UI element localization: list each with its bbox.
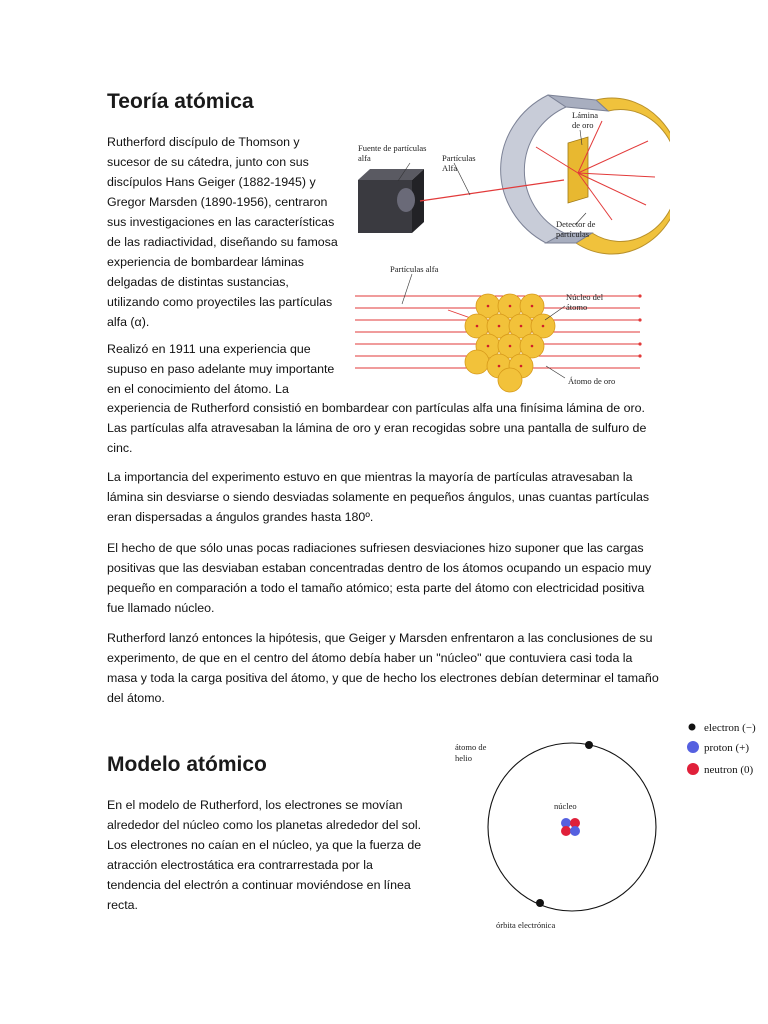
legend-proton-icon (687, 741, 699, 753)
alpha-leader (402, 274, 412, 304)
label-detector-2: partículas (556, 229, 590, 239)
label-particles-2: Alfa (442, 163, 458, 173)
label-orbit: órbita electrónica (496, 920, 556, 930)
label-nucleus-1: Núcleo del (566, 292, 604, 302)
legend-neutron-icon (687, 763, 699, 775)
electron-dot-2 (536, 899, 544, 907)
label-foil-1: Lámina (572, 110, 598, 120)
model-paragraph: En el modelo de Rutherford, los electrones se movían alrededor del núcleo como los planetas alrededor del sol. Los electrones no caían en el núcleo, ya que la fuerza de atracción electrostática era contrarrestada por la tendencia del electrón a continuar moviéndose en línea recta. (107, 798, 422, 912)
label-particles-1: Partículas (442, 153, 476, 163)
source-aperture (397, 188, 415, 212)
legend-proton: proton (+) (704, 742, 749, 754)
beam-ends (638, 294, 641, 357)
experiment-figure (350, 85, 670, 260)
label-source-1: Fuente de partículas (358, 143, 427, 153)
nucleus-paragraph: El hecho de que sólo unas pocas radiaciones sufriesen desviaciones hizo suponer que las cargas positivas que las desviaban estaban concentradas dentro de los átomos ocupando un espacio muy pequeño en comparación a todo el tamaño atómico; esta parte del átomo con electricidad positiva fue llamado núcleo. (107, 541, 652, 615)
label-foil-2: de oro (572, 120, 594, 130)
label-gold-atom: Átomo de oro (568, 376, 616, 386)
gold-atoms (465, 294, 555, 392)
legend-neutron: neutron (0) (704, 764, 754, 776)
helium-nucleus (561, 818, 580, 836)
helium-atom-figure (420, 715, 765, 937)
label-detector-1: Detector de (556, 219, 596, 229)
importance-paragraph: La importancia del experimento estuvo en que mientras la mayoría de partículas atravesaban la lámina sin desviarse o siendo desviadas solamente en pequeños ángulos, unas cuantas partículas eran dispersadas a ángulos grandes hasta 180º. (107, 470, 650, 524)
legend-electron-icon (689, 724, 696, 731)
label-nucleus-2: átomo (566, 302, 588, 312)
hypothesis-paragraph: Rutherford lanzó entonces la hipótesis, que Geiger y Marsden enfrentaron a las conclusiones de su experimento, de que en el centro del átomo debía haber un "núcleo" que contuviera casi toda la masa y toda la carga positiva del átomo, y que de hecho los electrones debían determinar el tamaño del átomo. (107, 631, 659, 705)
page-title: Teoría atómica (107, 90, 254, 113)
label-atom-1: átomo de (455, 742, 487, 752)
label-nucleus: núcleo (554, 801, 577, 811)
intro-paragraph: Rutherford discípulo de Thomson y sucesor de su cátedra, junto con sus discípulos Hans Geiger (1882-1945) y Gregor Marsden (1890-1956), centraron sus investigaciones en las características de las radiactividad, diseñando su famosa experiencia de bombardear láminas delgadas de distintas sustancias, utilizando como proyectiles las partículas alfa (α). (107, 135, 338, 329)
label-source-2: alfa (358, 153, 371, 163)
legend (687, 722, 756, 776)
section-title-model: Modelo atómico (107, 753, 267, 776)
label-atom-2: helio (455, 753, 472, 763)
experiment-paragraph-start: Realizó en 1911 una experiencia que supuso en paso adelante muy importante en el conocimiento del átomo. La (107, 342, 335, 396)
foil-atoms-figure (350, 258, 650, 398)
electron-dot-1 (585, 741, 593, 749)
scattered-rays (536, 121, 655, 220)
legend-electron: electron (−) (704, 722, 756, 734)
alpha-beam (420, 180, 564, 201)
experiment-paragraph-end: experiencia de Rutherford consistió en bombardear con partículas alfa una finísima lámina de oro. Las partículas alfa atravesaban la lámina de oro y eran recogidas sobre una pantalla de sulfuro de cinc. (107, 401, 647, 455)
label-alpha: Partículas alfa (390, 264, 439, 274)
